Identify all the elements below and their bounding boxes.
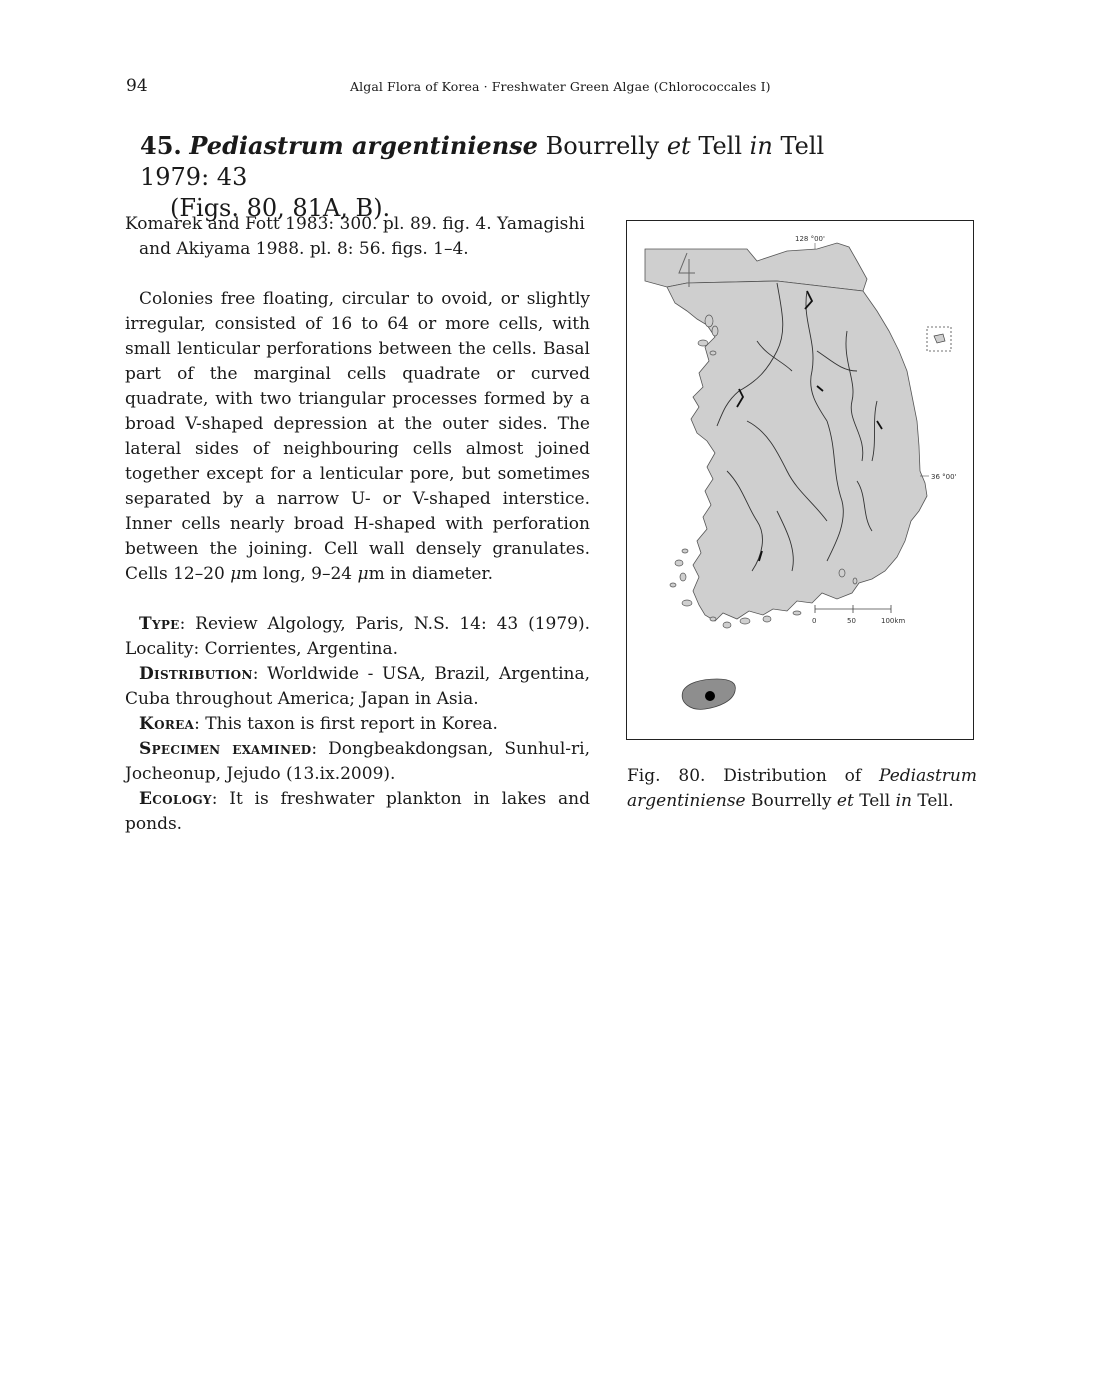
micro-symbol: μ [357,564,369,584]
caption-species: Pediastrum argentiniense [627,766,977,811]
type-label: Type [139,614,180,634]
distribution-text: : Worldwide - USA, Brazil, Argentina, Cuba throughout America; Japan in Asia. [125,664,590,709]
ecology-paragraph [125,787,590,837]
distribution-paragraph [125,662,590,712]
ulleungdo-island [934,334,945,343]
literature-references: Komarek and Fott 1983: 300. pl. 89. fig. 4. Yamagishi and Akiyama 1988. pl. 8: 56. figs. 1–4. [125,214,585,259]
caption-author-1: Bourrelly [745,791,837,811]
author-2: Tell [698,132,743,160]
caption-prefix: Fig. 80. Distribution of [627,766,880,786]
caption-in: in [895,791,912,811]
citation: Tell 1979: 43 [140,132,825,191]
korea-text: : This taxon is first report in Korea. [194,714,498,734]
caption-end: Tell. [911,791,954,811]
species-name: Pediastrum argentiniense [189,131,538,160]
ecology-text: : It is freshwater plankton in lakes and ponds. [125,789,590,834]
running-head: Algal Flora of Korea · Freshwater Green Algae (Chlorococcales I) [350,79,771,94]
description-text-1: Colonies free floating, circular to ovoid, or slightly irregular, consisted of 16 to 64 or more cells, with small lenticular perforations between the cells. Basal part of the marginal cells quadrate or curved quadrate, with two triangular processes formed by a broad V-shaped depression at the outer sides. The lateral sides of neighbouring cells almost joined together except for a lenticular pore, but sometimes separated by a narrow U- or V-shaped interstice. Inner cells nearly broad H-shaped with perforation between the joining. Cell wall densely granulates. Cells 12–20 [125,289,590,584]
peninsula-shape [667,281,927,621]
page-number: 94 [126,76,148,96]
ecology-label: Ecology [139,789,212,809]
korea-paragraph [125,712,590,737]
entry-number: 45. [140,131,182,160]
specimen-label: Specimen examined [139,739,312,759]
korea-label: Korea [139,714,195,734]
longitude-label: 128 °00' [795,235,825,243]
scale-bar [815,605,891,613]
in-word: in [749,132,773,160]
entry-title [140,130,900,224]
species-description [125,287,590,587]
description-text-2: m long, 9–24 [241,564,358,584]
distribution-label: Distribution [139,664,253,684]
caption-et: et [836,791,854,811]
scale-label-100km: 100km [881,617,906,625]
figure-caption [627,764,977,814]
specimen-paragraph [125,737,590,787]
scale-label-0: 0 [812,617,817,625]
taxon-metadata [125,612,590,837]
type-paragraph [125,612,590,662]
type-text: : Review Algology, Paris, N.S. 14: 43 (1979). Locality: Corrientes, Argentina. [125,614,590,659]
micro-symbol: μ [230,564,242,584]
distribution-map-figure [626,220,974,740]
author-1: Bourrelly [545,132,660,160]
et-word: et [666,132,691,160]
figure-references: (Figs. 80, 81A, B). [170,194,391,222]
korea-map [627,221,973,739]
latitude-label: 36 °00' [931,473,957,481]
specimen-text: : Dongbeakdongsan, Sunhul-ri, Jocheonup, Jejudo (13.ix.2009). [125,739,590,784]
scale-label-50: 50 [847,617,856,625]
description-text-3: m in diameter. [368,564,494,584]
main-text-column [125,212,590,837]
caption-author-2: Tell [853,791,896,811]
specimen-location-marker [705,691,715,701]
